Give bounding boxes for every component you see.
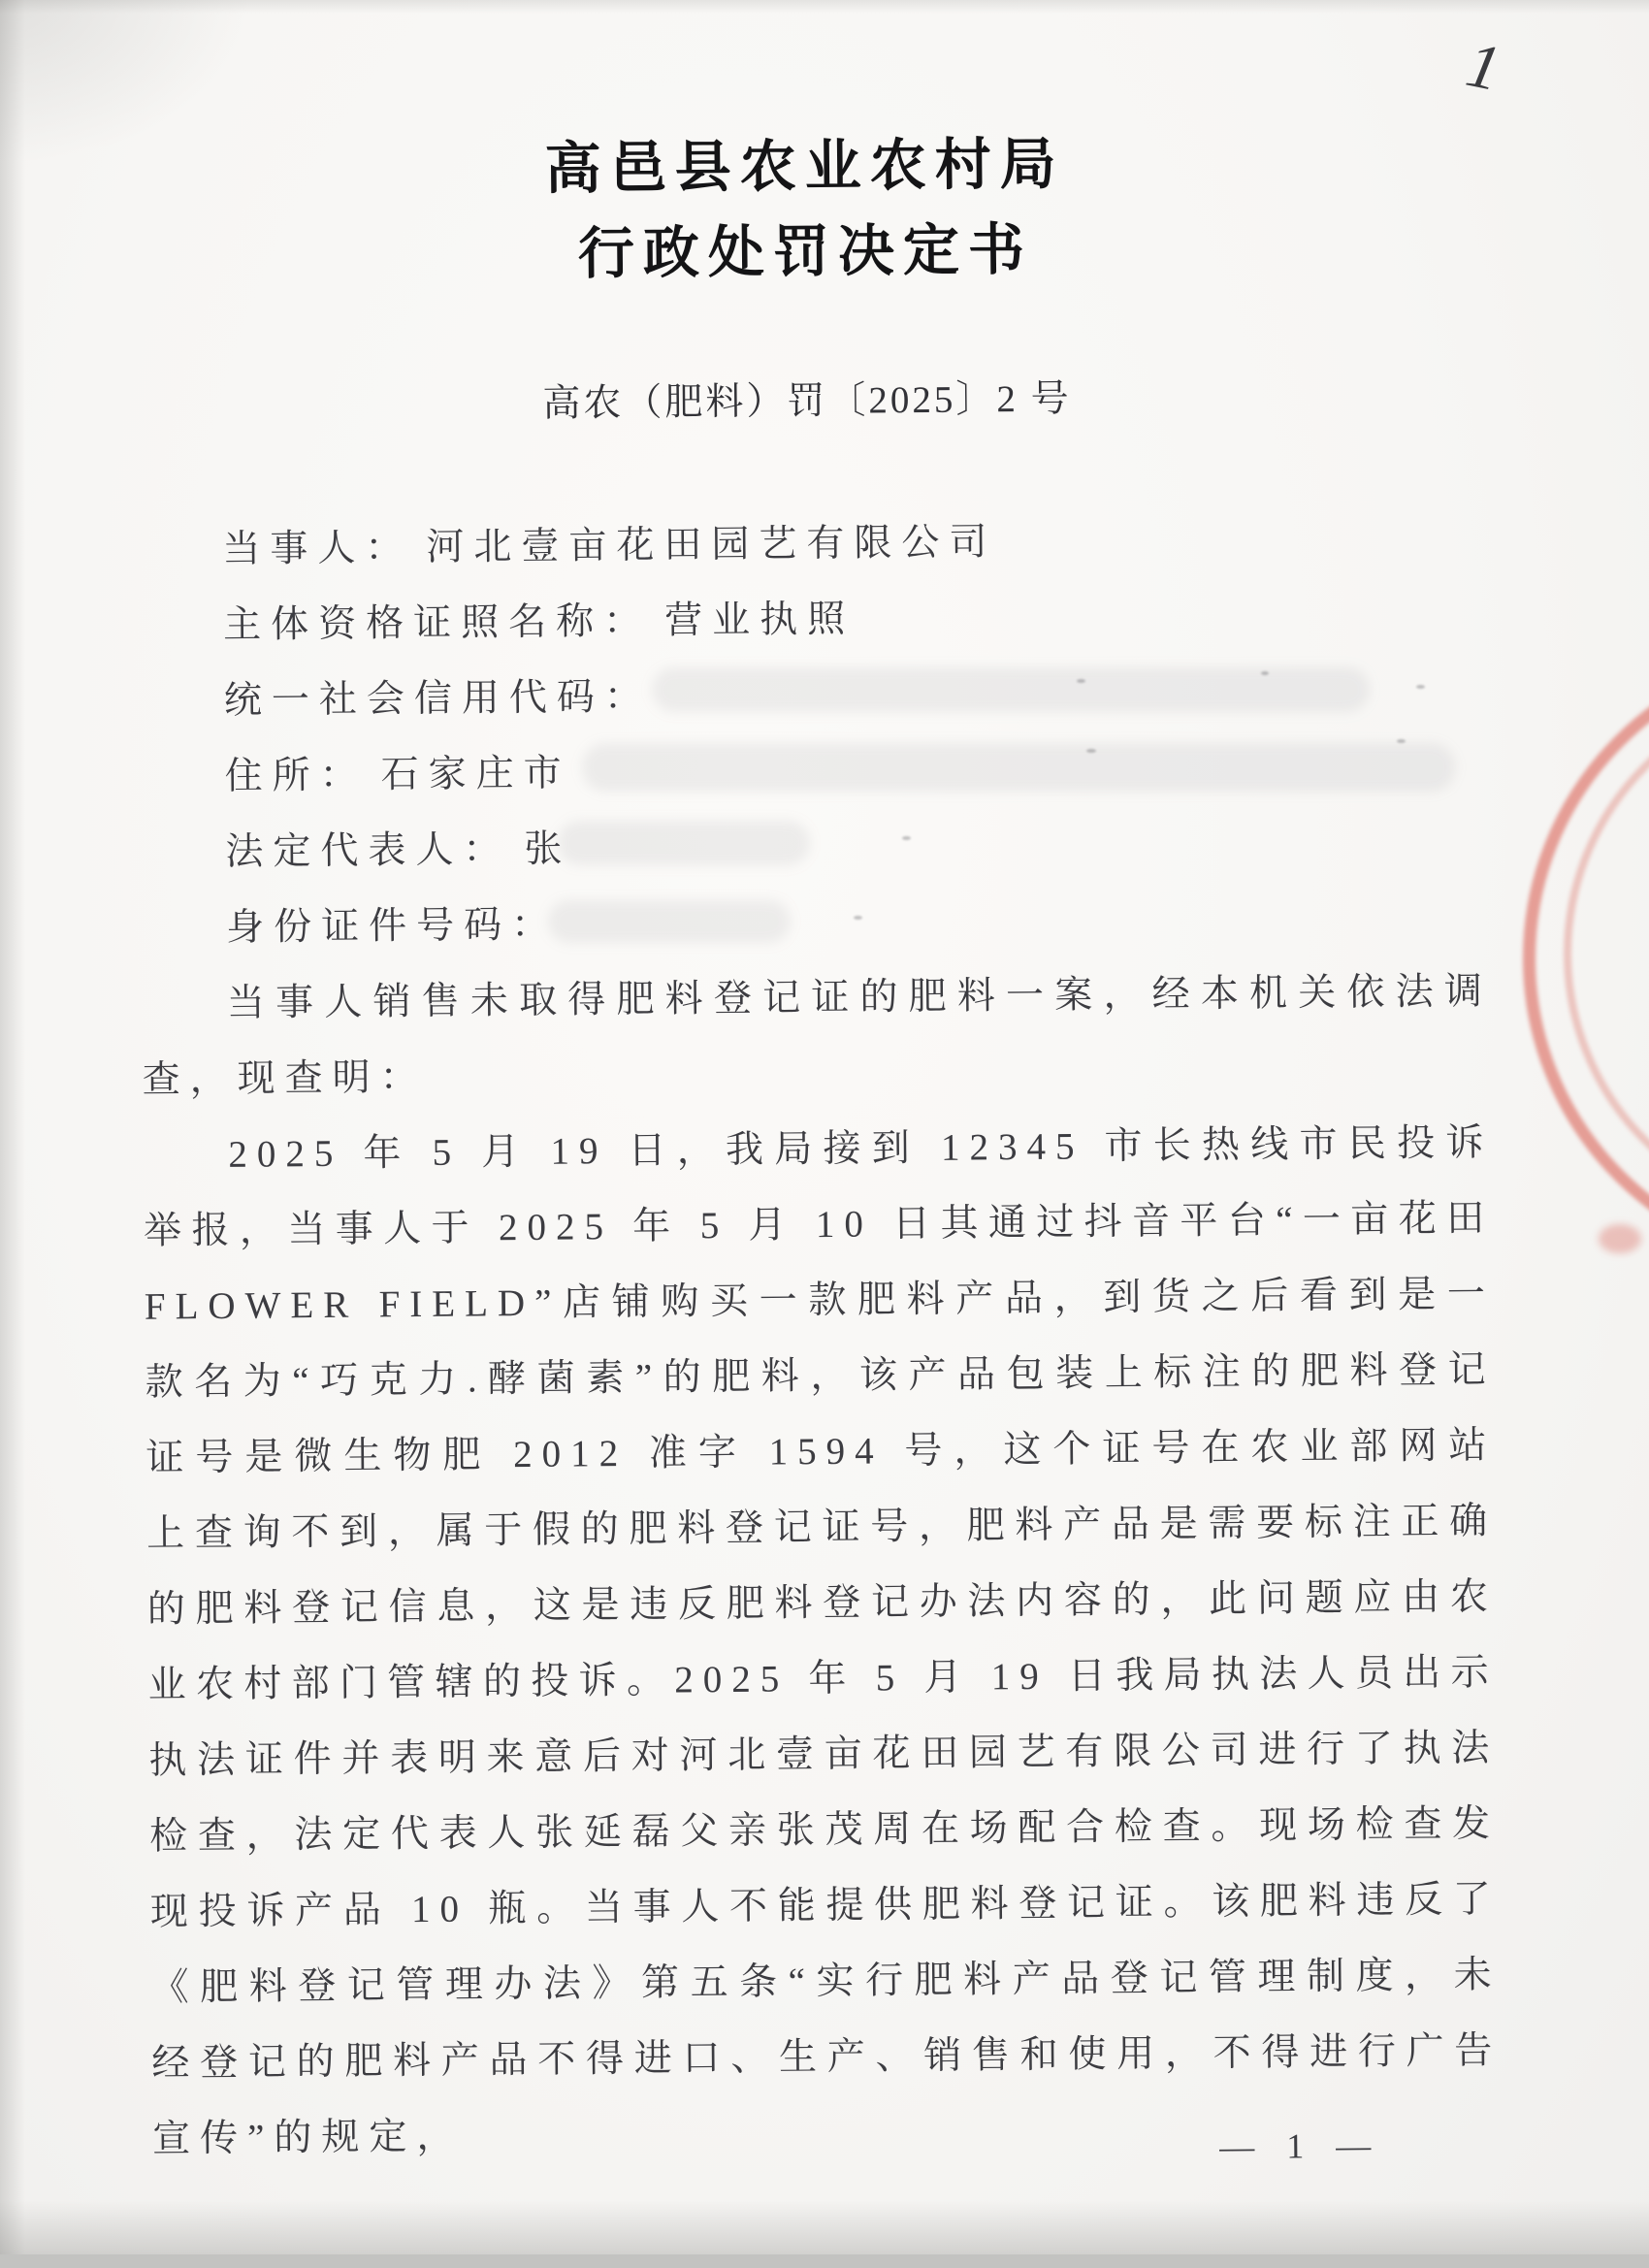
scan-speck bbox=[1077, 679, 1085, 683]
paragraph-case-intro: 当事人销售未取得肥料登记证的肥料一案，经本机关依法调查，现查明： bbox=[142, 970, 1493, 1101]
field-id-number bbox=[141, 878, 1492, 966]
scan-speck bbox=[1261, 671, 1269, 675]
scan-shadow-top-left bbox=[0, 0, 252, 165]
field-license-name bbox=[138, 575, 1489, 664]
scan-speck bbox=[902, 836, 911, 840]
page-number: — 1 — bbox=[1219, 2125, 1383, 2167]
redaction-smudge-address bbox=[582, 743, 1455, 792]
field-legal-representative-label: 法定代表人： bbox=[225, 828, 511, 873]
document-number: 高农（肥料）罚〔2025〕2 号 bbox=[542, 377, 1072, 425]
redaction-smudge-id-number bbox=[548, 900, 791, 943]
field-party bbox=[137, 500, 1488, 588]
field-license-name-label: 主体资格证照名称： bbox=[222, 599, 652, 646]
field-party-label: 当事人： bbox=[222, 527, 413, 570]
field-legal-representative bbox=[140, 802, 1491, 891]
official-seal-ink-smudge bbox=[1599, 1224, 1641, 1253]
scan-speck bbox=[854, 916, 862, 920]
field-license-name-value: 营业执照 bbox=[663, 598, 856, 642]
field-id-number-label: 身份证件号码： bbox=[225, 903, 560, 949]
field-party-value: 河北壹亩花田园艺有限公司 bbox=[426, 521, 997, 568]
scan-speck bbox=[1397, 739, 1406, 743]
redaction-smudge-legal-representative bbox=[558, 821, 810, 865]
title-line-1: 高邑县农业农村局 bbox=[544, 132, 1065, 201]
scan-shadow-bottom-gradient bbox=[0, 2200, 1649, 2256]
paragraph-findings: 2025 年 5 月 19 日，我局接到 12345 市长热线市民投诉举报，当事人于 2025 年 5 月 10 日其通过抖音平台“一亩花田 FLOWER FIELD”店铺购买一款肥料产品，到货之后看到是一款名为“巧克力.酵菌素”的肥料，该产品包装上标注的肥料登记证号是微生物肥 2012 准字 1594 号，这个证号在农业部网站上查询不到，属于假的肥料登记证号，肥料产品是需要标注正确的肥料登记信息，这是违反肥料登记办法内容的，此问题应由农业农村部门管辖的投诉。2025 年 5 月 19 日我局执法人员出示执法证件并表明来意后对河北壹亩花田园艺有限公司进行了执法检查，法定代表人张延磊父亲张茂周在场配合检查。现场检查发现投诉产品 10 瓶。当事人不能提供肥料登记证。该肥料违反了《肥料登记管理办法》第五条“实行肥料产品登记管理制度，未经登记的肥料产品不得进口、生产、销售和使用，不得进行广告宣传”的规定， bbox=[143, 1121, 1503, 2160]
scan-shadow-left bbox=[0, 0, 25, 2268]
field-credit-code-label: 统一社会信用代码： bbox=[223, 675, 653, 722]
title-line-2: 行政处罚决定书 bbox=[577, 217, 1034, 286]
handwritten-page-mark: 1 bbox=[1460, 28, 1506, 105]
scan-speck bbox=[1416, 685, 1425, 689]
scan-shadow-bottom-band bbox=[0, 2254, 1649, 2268]
document-title bbox=[106, 117, 1504, 302]
field-address-label: 住所： bbox=[224, 754, 368, 797]
field-legal-representative-value: 张 bbox=[524, 827, 572, 870]
field-address-value: 石家庄市 bbox=[380, 752, 571, 796]
scan-speck bbox=[1086, 749, 1096, 753]
